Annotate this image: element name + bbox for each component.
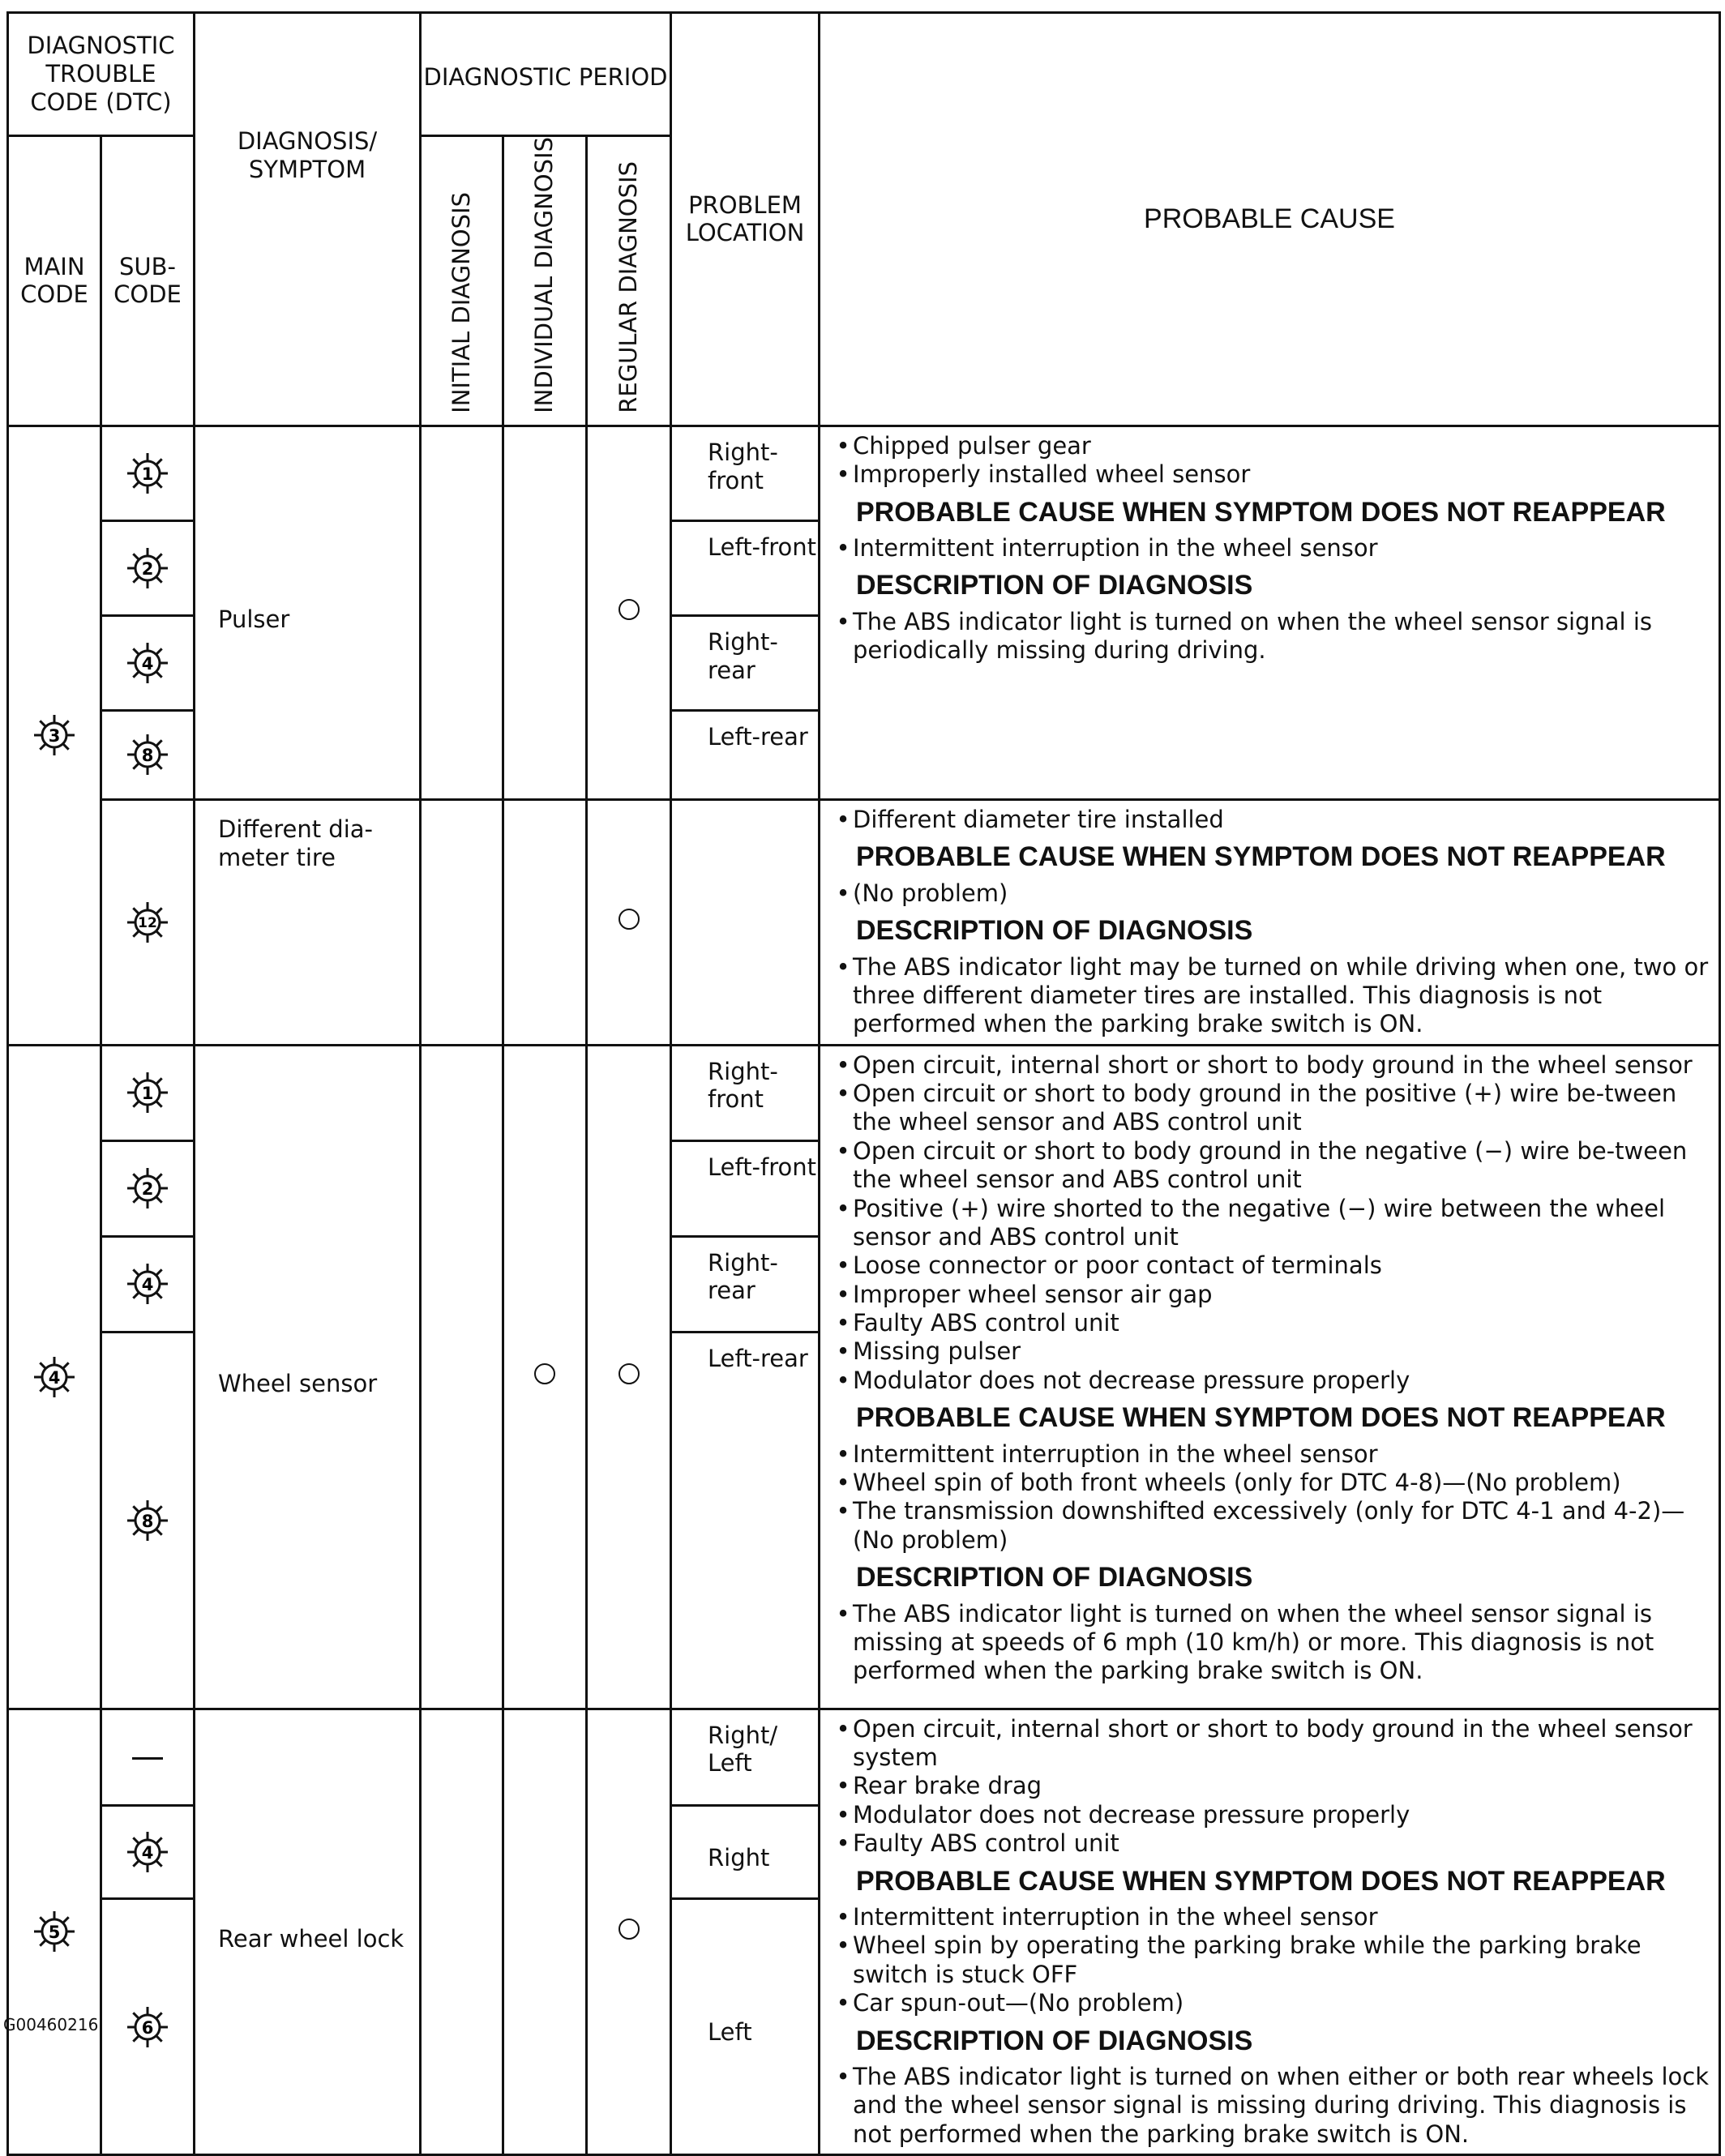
period-regular-cell xyxy=(587,1709,671,2154)
cause-bullet: • Improperly installed wheel sensor xyxy=(833,460,1710,489)
header-location: PROBLEM LOCATION xyxy=(671,13,820,426)
cause-cell xyxy=(820,426,1720,799)
sub-code-cell xyxy=(101,1899,195,2155)
gear-code-icon xyxy=(126,451,169,495)
cause-heading: DESCRIPTION OF DIAGNOSIS xyxy=(856,2025,1253,2056)
sub-code-cell xyxy=(101,710,195,799)
gear-code-icon xyxy=(126,1166,169,1210)
gear-code-icon xyxy=(126,1830,169,1874)
cause-bullet: • Intermittent interruption in the wheel sensor xyxy=(833,534,1710,563)
sub-code-cell xyxy=(101,615,195,710)
svg-text:4: 4 xyxy=(48,1367,61,1388)
gear-code-icon xyxy=(32,1355,76,1399)
symptom-cell: Rear wheel lock xyxy=(195,1709,421,2154)
cause-bullet: • Car spun-out—(No problem) xyxy=(833,1989,1710,2017)
sub-code-cell xyxy=(101,1332,195,1709)
cause-bullet: • The ABS indicator light may be turned on while driving when one, two or three different diameter tires are installed. This diagnosis is not performed when the parking brake switch is ON. xyxy=(833,953,1710,1039)
header-individual: INDIVIDUAL DIAGNOSIS xyxy=(503,136,587,426)
main-code-cell xyxy=(8,426,101,1045)
period-regular-cell xyxy=(587,799,671,1045)
svg-text:3: 3 xyxy=(48,726,61,746)
location-cell: Left xyxy=(671,1899,820,2155)
gear-code-icon xyxy=(126,2005,169,2049)
svg-text:12: 12 xyxy=(138,914,157,931)
gear-code-icon xyxy=(126,546,169,590)
period-initial-cell xyxy=(421,799,503,1045)
cause-bullet: • Missing pulser xyxy=(833,1337,1710,1366)
cause-heading: PROBABLE CAUSE WHEN SYMPTOM DOES NOT REAPPEAR xyxy=(856,496,1666,528)
main-code-cell xyxy=(8,1045,101,1709)
cause-bullet: • Modulator does not decrease pressure properly xyxy=(833,1367,1710,1395)
svg-text:1: 1 xyxy=(141,464,154,484)
location-cell: Right-rear xyxy=(671,1236,820,1332)
gear-code-icon xyxy=(32,713,76,757)
dash-mark xyxy=(132,1757,163,1760)
cause-cell xyxy=(820,1709,1720,2154)
location-cell xyxy=(671,799,820,1045)
cause-cell xyxy=(820,1045,1720,1709)
cause-bullet: • Open circuit, internal short or short to body ground in the wheel sensor system xyxy=(833,1715,1710,1773)
period-initial-cell xyxy=(421,426,503,799)
svg-text:8: 8 xyxy=(141,746,154,766)
gear-code-icon xyxy=(126,641,169,685)
cause-bullet: • Positive (+) wire shorted to the negative (−) wire between the wheel sensor and ABS control unit xyxy=(833,1195,1710,1252)
location-cell: Left-rear xyxy=(671,1332,820,1709)
sub-code-cell xyxy=(101,799,195,1045)
cause-heading: DESCRIPTION OF DIAGNOSIS xyxy=(856,570,1253,601)
period-individual-cell xyxy=(503,1045,587,1709)
period-individual-cell xyxy=(503,799,587,1045)
svg-text:2: 2 xyxy=(141,558,154,579)
svg-text:2: 2 xyxy=(141,1179,154,1200)
period-regular-cell xyxy=(587,1045,671,1709)
cause-bullet: • Wheel spin of both front wheels (only for DTC 4-8)—(No problem) xyxy=(833,1469,1710,1497)
gear-code-icon xyxy=(126,900,169,944)
gear-code-icon xyxy=(126,733,169,776)
svg-text:5: 5 xyxy=(48,1923,61,1943)
cause-bullet: • Improper wheel sensor air gap xyxy=(833,1281,1710,1309)
table-row xyxy=(8,1709,1720,1805)
location-cell: Right xyxy=(671,1806,820,1899)
cause-bullet: • The ABS indicator light is turned on when either or both rear wheels lock and the wheel sensor signal is missing during driving. This diagnosis is not performed when the parking brake switch is ON. xyxy=(833,2063,1710,2149)
period-individual-cell xyxy=(503,426,587,799)
cause-heading: DESCRIPTION OF DIAGNOSIS xyxy=(856,1562,1253,1593)
gear-code-icon xyxy=(126,1499,169,1542)
symptom-cell: Different dia-meter tire xyxy=(195,799,421,1045)
symptom-cell: Pulser xyxy=(195,426,421,799)
location-cell: Right-front xyxy=(671,1045,820,1140)
cause-heading: PROBABLE CAUSE WHEN SYMPTOM DOES NOT REAPPEAR xyxy=(856,841,1666,873)
cause-bullet: • Faulty ABS control unit xyxy=(833,1829,1710,1858)
header-dtc: DIAGNOSTIC TROUBLE CODE (DTC) xyxy=(8,13,195,136)
cause-bullet: • Loose connector or poor contact of terminals xyxy=(833,1251,1710,1280)
cause-heading: PROBABLE CAUSE WHEN SYMPTOM DOES NOT REAPPEAR xyxy=(856,1865,1666,1897)
cause-bullet: • Intermittent interruption in the wheel sensor xyxy=(833,1440,1710,1469)
cause-heading: PROBABLE CAUSE WHEN SYMPTOM DOES NOT REAPPEAR xyxy=(856,1402,1666,1434)
dtc-table xyxy=(6,11,1721,2156)
sub-code-cell xyxy=(101,1806,195,1899)
svg-text:6: 6 xyxy=(141,2017,154,2038)
header-period: DIAGNOSTIC PERIOD xyxy=(421,13,671,136)
cause-bullet: • Open circuit, internal short or short to body ground in the wheel sensor xyxy=(833,1051,1710,1080)
period-mark xyxy=(619,1919,640,1940)
cause-bullet: • Different diameter tire installed xyxy=(833,806,1710,834)
gear-code-icon xyxy=(126,1071,169,1114)
sub-code-cell xyxy=(101,1140,195,1236)
svg-text:4: 4 xyxy=(141,1843,154,1863)
location-cell: Right/ Left xyxy=(671,1709,820,1805)
period-regular-cell xyxy=(587,426,671,799)
sub-code-cell xyxy=(101,1709,195,1805)
location-cell: Right-rear xyxy=(671,615,820,710)
table-row xyxy=(8,1045,1720,1140)
table-row xyxy=(8,799,1720,1045)
cause-bullet: • The ABS indicator light is turned on when the wheel sensor signal is periodically missing during driving. xyxy=(833,608,1710,665)
svg-text:1: 1 xyxy=(141,1084,154,1104)
header-cause: PROBABLE CAUSE xyxy=(820,13,1720,426)
gear-code-icon xyxy=(126,1262,169,1306)
svg-text:8: 8 xyxy=(141,1511,154,1531)
location-cell: Left-front xyxy=(671,520,820,615)
location-cell: Right-front xyxy=(671,426,820,520)
header-symptom: DIAGNOSIS/ SYMPTOM xyxy=(195,13,421,426)
period-initial-cell xyxy=(421,1709,503,2154)
period-initial-cell xyxy=(421,1045,503,1709)
figure-id: G00460216 xyxy=(3,2015,99,2034)
header-initial: INITIAL DIAGNOSIS xyxy=(421,136,503,426)
cause-bullet: • Rear brake drag xyxy=(833,1772,1710,1800)
symptom-cell: Wheel sensor xyxy=(195,1045,421,1709)
svg-text:4: 4 xyxy=(141,1275,154,1295)
header-regular: REGULAR DIAGNOSIS xyxy=(587,136,671,426)
sub-code-cell xyxy=(101,1045,195,1140)
cause-bullet: • Intermittent interruption in the wheel sensor xyxy=(833,1903,1710,1931)
cause-bullet: • The ABS indicator light is turned on when the wheel sensor signal is missing at speeds of 6 mph (10 km/h) or more. This diagnosis is not performed when the parking brake switch is ON. xyxy=(833,1600,1710,1686)
period-mark xyxy=(619,599,640,620)
location-cell: Left-rear xyxy=(671,710,820,799)
cause-bullet: • (No problem) xyxy=(833,879,1710,908)
location-cell: Left-front xyxy=(671,1140,820,1236)
cause-bullet: • Faulty ABS control unit xyxy=(833,1309,1710,1337)
svg-text:4: 4 xyxy=(141,653,154,674)
cause-bullet: • Open circuit or short to body ground in the negative (−) wire be-tween the wheel sensor and ABS control unit xyxy=(833,1137,1710,1195)
cause-bullet: • Modulator does not decrease pressure properly xyxy=(833,1801,1710,1829)
header-sub-code: SUB-CODE xyxy=(101,136,195,426)
period-individual-cell xyxy=(503,1709,587,2154)
cause-heading: DESCRIPTION OF DIAGNOSIS xyxy=(856,915,1253,947)
sub-code-cell xyxy=(101,426,195,520)
header-main-code: MAIN CODE xyxy=(8,136,101,426)
gear-code-icon xyxy=(32,1910,76,1953)
cause-bullet: • Chipped pulser gear xyxy=(833,432,1710,460)
sub-code-cell xyxy=(101,520,195,615)
cause-bullet: • The transmission downshifted excessively (only for DTC 4-1 and 4-2)—(No problem) xyxy=(833,1497,1710,1555)
cause-bullet: • Open circuit or short to body ground in the positive (+) wire be-tween the wheel sensor and ABS control unit xyxy=(833,1080,1710,1137)
cause-cell xyxy=(820,799,1720,1045)
period-mark xyxy=(534,1363,555,1384)
cause-bullet: • Wheel spin by operating the parking brake while the parking brake switch is stuck OFF xyxy=(833,1931,1710,1989)
table-row xyxy=(8,426,1720,520)
period-mark xyxy=(619,1363,640,1384)
period-mark xyxy=(619,909,640,930)
sub-code-cell xyxy=(101,1236,195,1332)
main-code-cell xyxy=(8,1709,101,2154)
